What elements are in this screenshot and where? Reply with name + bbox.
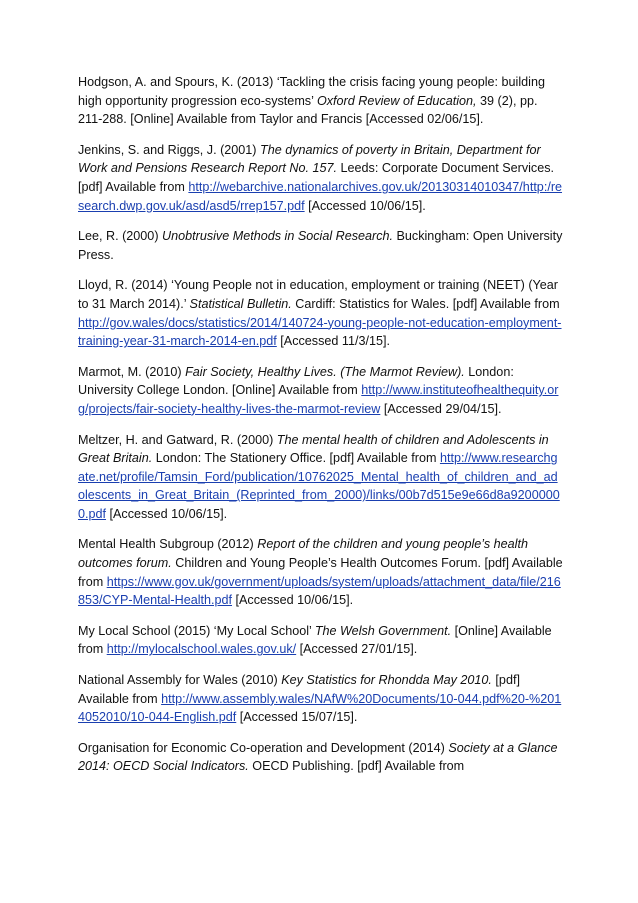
reference-text: [Accessed 10/06/15].	[106, 506, 228, 521]
reference-text: Marmot, M. (2010)	[78, 364, 186, 379]
reference-text: Jenkins, S. and Riggs, J. (2001)	[78, 142, 261, 157]
reference-entry	[78, 739, 564, 776]
reference-text: Hodgson, A. and Spours, K. (2013) ‘Tackling the crisis facing young people: building high opportunity progression eco-systems’	[78, 75, 545, 108]
reference-title: The Welsh Government.	[314, 623, 452, 638]
reference-title: Fair Society, Healthy Lives. (The Marmot Review).	[185, 364, 465, 379]
reference-title: Unobtrusive Methods in Social Research.	[162, 229, 394, 244]
reference-link[interactable]: http://www.researchgate.net/profile/Tamsin_Ford/publication/10762025_Mental_health_of_children_and_adolescents_in_Great_Britain_(Reprinted_from_2000)/links/00b7d515e9e66d8a92000000.pdf	[78, 451, 560, 521]
reference-link[interactable]: http://www.assembly.wales/NAfW%20Documents/10-044.pdf%20-%2014052010/10-044-English.pdf	[78, 691, 562, 725]
reference-list	[78, 73, 564, 788]
reference-title: The dynamics of poverty in Britain, Department for Work and Pensions Research Report No. 157.	[78, 142, 541, 176]
reference-title: Society at a Glance 2014: OECD Social Indicators.	[78, 740, 558, 774]
reference-entry	[78, 73, 564, 129]
reference-text: My Local School (2015) ‘My Local School’	[78, 623, 315, 638]
reference-text: Organisation for Economic Co-operation and Development (2014)	[78, 740, 449, 755]
reference-title: The mental health of children and Adolescents in Great Britain.	[78, 432, 549, 466]
reference-title: Oxford Review of Education,	[316, 93, 477, 108]
reference-text: [Accessed 27/01/15].	[296, 642, 418, 657]
reference-text: 39 (2), pp. 211-288. [Online] Available from Taylor and Francis [Accessed 02/06/15].	[78, 93, 538, 127]
reference-link[interactable]: http://www.instituteofhealthequity.org/projects/fair-society-healthy-lives-the-marmot-review	[78, 383, 559, 416]
reference-entry	[78, 431, 564, 524]
reference-link[interactable]: http://webarchive.nationalarchives.gov.uk/20130314010347/http:/research.dwp.gov.uk/asd/asd5/rrep157.pdf	[78, 179, 563, 213]
reference-entry	[78, 227, 564, 264]
reference-text: OECD Publishing. [pdf] Available from	[248, 759, 465, 774]
reference-entry	[78, 276, 564, 350]
reference-text: National Assembly for Wales (2010)	[78, 673, 282, 688]
reference-text: [pdf] Available from	[78, 673, 520, 706]
reference-text: [Online] Available from	[78, 623, 552, 657]
reference-text: [Accessed 11/3/15].	[276, 334, 390, 349]
reference-title: Statistical Bulletin.	[189, 296, 292, 311]
reference-text: [Accessed 10/06/15].	[232, 593, 354, 608]
reference-text: Mental Health Subgroup (2012)	[78, 537, 258, 552]
reference-text: London: University College London. [Online] Available from	[78, 364, 514, 398]
reference-entry	[78, 622, 564, 659]
reference-text: [Accessed 29/04/15].	[380, 401, 502, 416]
reference-entry	[78, 671, 564, 727]
reference-text: Lloyd, R. (2014) ‘Young People not in education, employment or training (NEET) (Year to 31 March 2014).’	[78, 278, 559, 311]
reference-text: Lee, R. (2000)	[78, 229, 163, 244]
reference-text: London: The Stationery Office. [pdf] Available from	[152, 451, 440, 466]
reference-text: Cardiff: Statistics for Wales. [pdf] Available from	[291, 296, 560, 311]
reference-link[interactable]: https://www.gov.uk/government/uploads/system/uploads/attachment_data/file/216853/CYP-Mental-Health.pdf	[78, 574, 561, 608]
reference-link[interactable]: http://gov.wales/docs/statistics/2014/140724-young-people-not-education-employment-training-year-31-march-2014-en.pdf	[78, 315, 562, 349]
reference-link[interactable]: http://mylocalschool.wales.gov.uk/	[106, 642, 297, 657]
reference-text: Meltzer, H. and Gatward, R. (2000)	[78, 432, 277, 447]
reference-entry	[78, 363, 564, 419]
reference-text: [Accessed 15/07/15].	[236, 710, 358, 725]
reference-entry	[78, 535, 564, 609]
reference-text: Buckingham: Open University Press.	[78, 229, 563, 262]
reference-text: [Accessed 10/06/15].	[304, 198, 426, 213]
reference-entry	[78, 141, 564, 215]
reference-title: Report of the children and young people’s health outcomes forum.	[78, 537, 528, 571]
reference-title: Key Statistics for Rhondda May 2010.	[281, 673, 492, 688]
reference-text: Leeds: Corporate Document Services. [pdf] Available from	[78, 161, 555, 194]
reference-text: Children and Young People’s Health Outcomes Forum. [pdf] Available from	[78, 556, 563, 589]
